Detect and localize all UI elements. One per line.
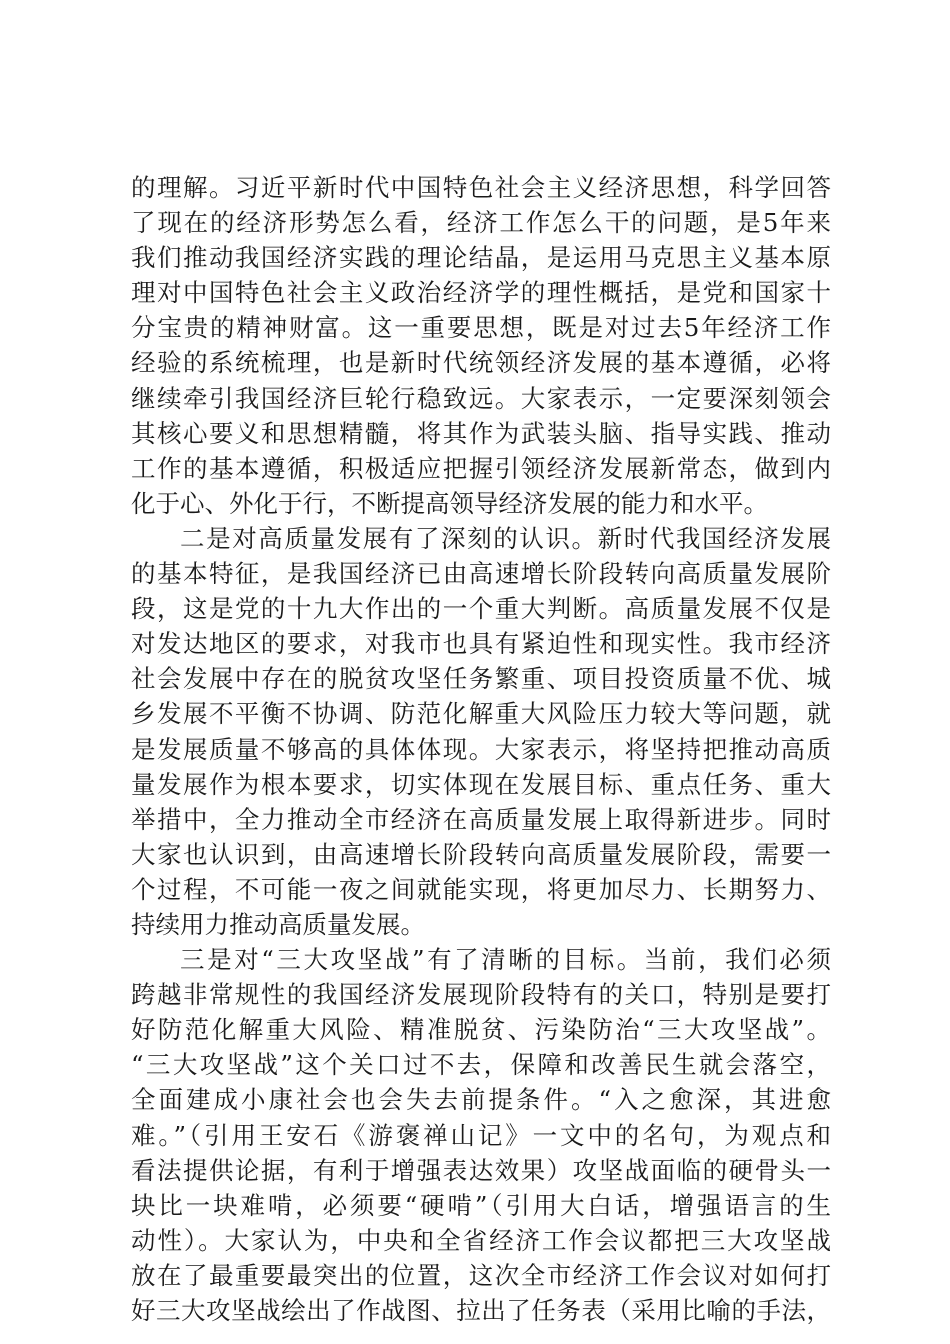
text-line: 的理解。习近平新时代中国特色社会主义经济思想，科学回答 [131, 173, 831, 202]
text-line: 好三大攻坚战绘出了作战图、拉出了任务表（采用比喻的手法， [131, 1296, 831, 1325]
paragraph [131, 170, 831, 521]
text-line: 对发达地区的要求，对我市也具有紧迫性和现实性。我市经济 [131, 629, 831, 659]
text-line: 了现在的经济形势怎么看，经济工作怎么干的问题，是5年来 [131, 208, 831, 238]
text-line: 难。”（引用王安石《游褒禅山记》一文中的名句，为观点和 [131, 1120, 831, 1150]
text-line: 放在了最重要最突出的位置，这次全市经济工作会议对如何打 [131, 1260, 831, 1290]
text-line: 经验的系统梳理，也是新时代统领经济发展的基本遵循，必将 [131, 348, 831, 378]
text-line: 继续牵引我国经济巨轮行稳致远。大家表示，一定要深刻领会 [131, 383, 831, 413]
text-line: 社会发展中存在的脱贫攻坚任务繁重、项目投资质量不优、城 [131, 664, 831, 694]
text-line: 二是对高质量发展有了深刻的认识。新时代我国经济发展 [180, 523, 831, 553]
text-line: 大家也认识到，由高速增长阶段转向高质量发展阶段，需要一 [131, 839, 831, 869]
text-line: 段，这是党的十九大作出的一个重大判断。高质量发展不仅是 [131, 594, 831, 624]
text-line: 持续用力推动高质量发展。 [131, 909, 425, 939]
text-line: 是发展质量不够高的具体体现。大家表示，将坚持把推动高质 [131, 734, 831, 764]
text-line: 看法提供论据，有利于增强表达效果）攻坚战面临的硬骨头一 [131, 1155, 831, 1185]
text-line: 化于心、外化于行，不断提高领导经济发展的能力和水平。 [131, 488, 768, 518]
text-line: 三是对“三大攻坚战”有了清晰的目标。当前，我们必须 [180, 945, 831, 975]
document-body [131, 170, 831, 1328]
text-line: 理对中国特色社会主义政治经济学的理性概括，是党和国家十 [131, 278, 831, 308]
text-line: 的基本特征，是我国经济已由高速增长阶段转向高质量发展阶 [131, 559, 831, 589]
text-line: 量发展作为根本要求，切实体现在发展目标、重点任务、重大 [131, 769, 831, 799]
paragraph [131, 942, 831, 1328]
text-line: “三大攻坚战”这个关口过不去，保障和改善民生就会落空， [131, 1050, 831, 1080]
text-line: 其核心要义和思想精髓，将其作为武装头脑、指导实践、推动 [131, 418, 831, 448]
text-line: 分宝贵的精神财富。这一重要思想，既是对过去5年经济工作 [131, 313, 831, 343]
text-line: 工作的基本遵循，积极适应把握引领经济发展新常态，做到内 [131, 453, 831, 483]
text-line: 我们推动我国经济实践的理论结晶，是运用马克思主义基本原 [131, 243, 831, 273]
text-line: 跨越非常规性的我国经济发展现阶段特有的关口，特别是要打 [131, 980, 831, 1010]
text-line: 好防范化解重大风险、精准脱贫、污染防治“三大攻坚战”。 [131, 1015, 831, 1045]
text-line: 个过程，不可能一夜之间就能实现，将更加尽力、长期努力、 [131, 874, 831, 904]
text-line: 乡发展不平衡不协调、防范化解重大风险压力较大等问题，就 [131, 699, 831, 729]
text-line: 全面建成小康社会也会失去前提条件。“入之愈深，其进愈 [131, 1085, 831, 1115]
text-line: 举措中，全力推动全市经济在高质量发展上取得新进步。同时 [131, 804, 831, 834]
text-line: 动性）。大家认为，中央和全省经济工作会议都把三大攻坚战 [131, 1225, 831, 1255]
text-line: 块比一块难啃，必须要“硬啃”（引用大白话，增强语言的生 [131, 1190, 831, 1220]
paragraph [131, 521, 831, 942]
